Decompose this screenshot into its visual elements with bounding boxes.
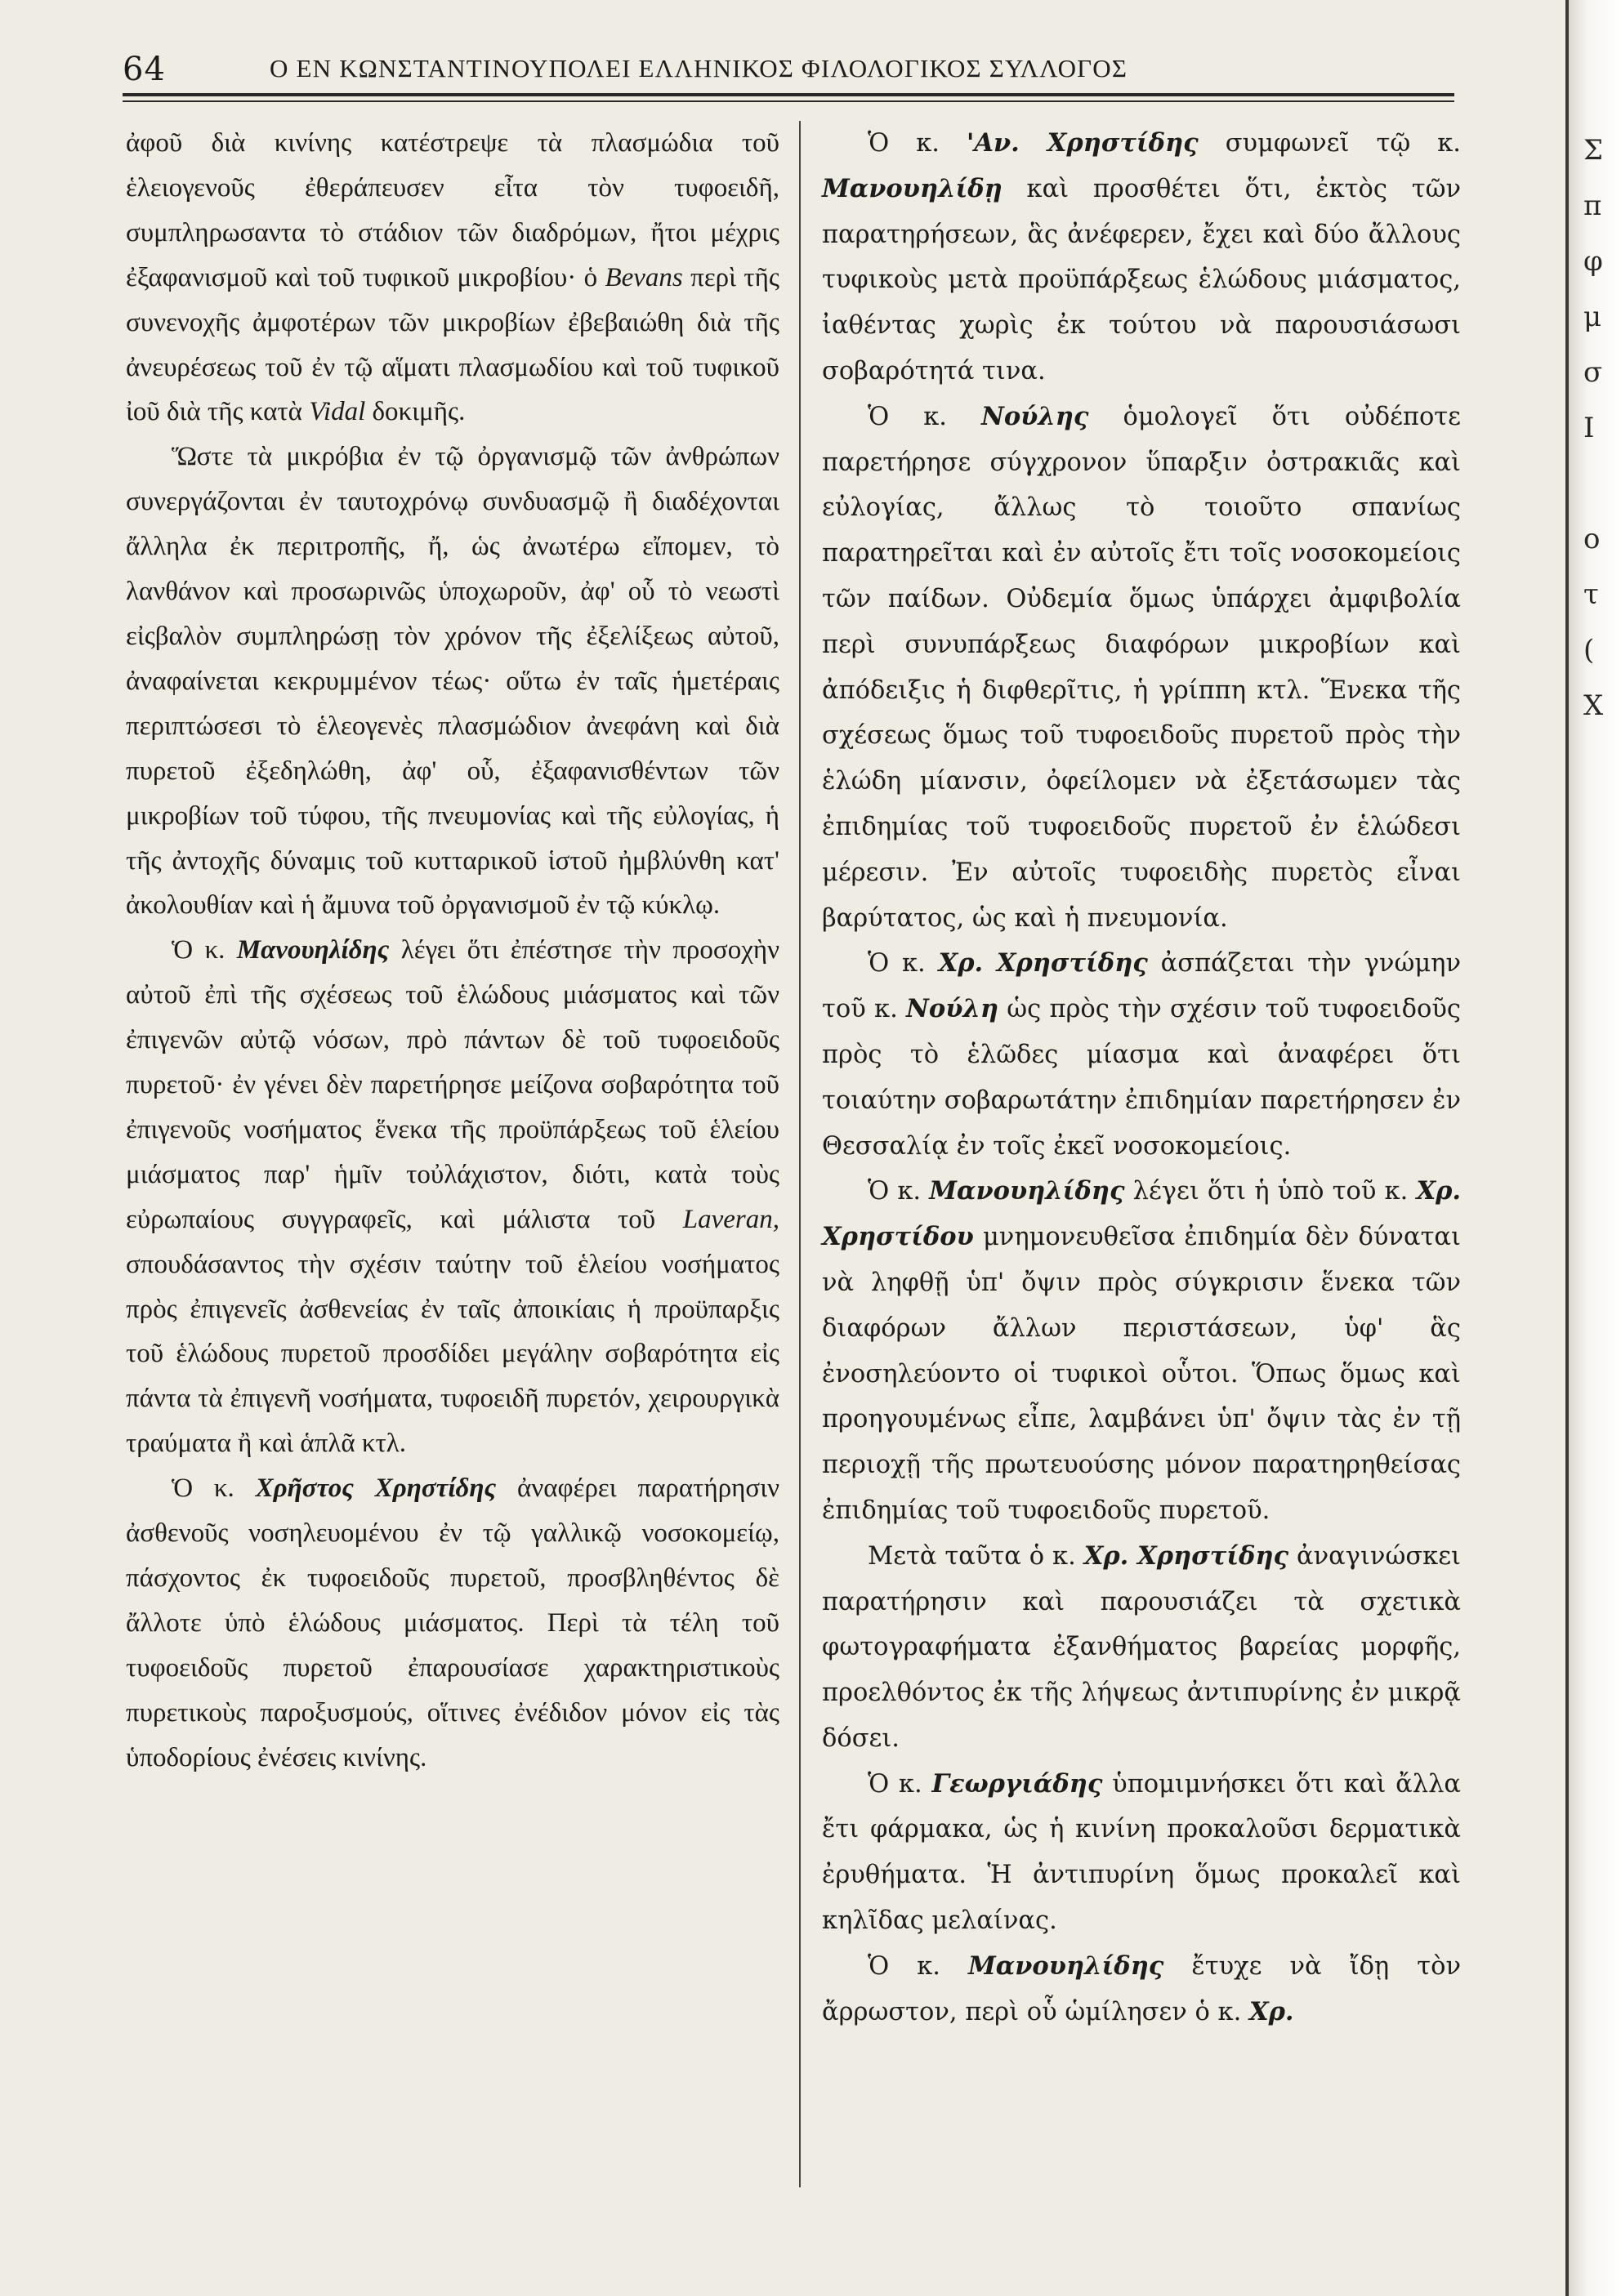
author-name: Laveran, (682, 1204, 780, 1234)
speaker-name: Χρ. (1248, 1996, 1294, 2026)
facing-page-fragment (1583, 456, 1621, 511)
paragraph: Ὁ κ. 'Αν. Χρηστίδης συμφωνεῖ τῷ κ. Μανουηλίδῃ καὶ προσθέτει ὅτι, ἐκτὸς τῶν παρατηρήσεων, ἃς ἀνέφερεν, ἔχει καὶ δύο ἄλλους τυφικοὺς μετὰ προϋπάρξεως ἑλώδους μιάσματος, ἰαθέντας χωρὶς ἐκ τούτου νὰ παρουσιάσωσι σοβαρότητά τινα. (822, 128, 1461, 386)
paragraph: Ὁ κ. Μανουηλίδης λέγει ὅτι ἐπέστησε τὴν προσοχὴν αὐτοῦ ἐπὶ τῆς σχέσεως τοῦ ἑλώδους μιάσματος καὶ τῶν ἐπιγενῶν αὐτῷ νόσων, πρὸ πάντων δὲ τοῦ τυφοειδοῦς πυρετοῦ· ἐν γένει δὲν παρετήρησε μείζονα σοβαρότητα τοῦ ἐπιγενοῦς νοσήματος ἕνεκα τῆς προϋπάρξεως τοῦ ἑλείου μιάσματος παρ' ἡμῖν τοὐλάχιστον, διότι, κατὰ τοὺς εὐρωπαίους συγγραφεῖς, καὶ μάλιστα τοῦ Laveran, σπουδάσαντος τὴν σχέσιν ταύτην τοῦ ἑλείου νοσήματος πρὸς ἐπιγενεῖς ἀσθενείας ἐν ταῖς ἀποικίαις ἡ προϋπαρξις τοῦ ἑλώδους πυρετοῦ προσδίδει μεγάλην σοβαρότητα εἰς πάντα τὰ ἐπιγενῆ νοσήματα, τυφοειδῆ πυρετόν, χειρουργικὰ τραύματα ἢ καὶ ἁπλᾶ κτλ. (126, 935, 780, 1459)
paragraph: Ὁ κ. Νούλης ὁμολογεῖ ὅτι οὐδέποτε παρετήρησε σύγχρονον ὕπαρξιν ὀστρακιᾶς καὶ εὐλογίας, ἄλλως τὸ τοιοῦτο σπανίως παρατηρεῖται καὶ ἐν αὐτοῖς ἔτι τοῖς νοσοκομείοις τῶν παίδων. Οὐδεμία ὅμως ὑπάρχει ἀμφιβολία περὶ συνυπάρξεως διαφόρων μικροβίων καὶ ἀπόδειξις ἡ διφθερῖτις, ἡ γρίππη κτλ. Ἕνεκα τῆς σχέσεως ὅμως τοῦ τυφοειδοῦς πυρετοῦ πρὸς τὴν ἑλώδη μίανσιν, ὀφείλομεν νὰ ἐξετάσωμεν τὰς ἐπιδημίας τοῦ τυφοειδοῦς πυρετοῦ ἐν ἑλώδεσι μέρεσιν. Ἐν αὐτοῖς τυφοειδὴς πυρετὸς εἶναι βαρύτατος, ὡς καὶ ἡ πνευμονία. (822, 401, 1461, 933)
header-rule-thin (123, 100, 1454, 102)
speaker-name: Χρ. Χρηστίδου (822, 1176, 1462, 1252)
facing-page-fragment: π (1583, 189, 1602, 222)
facing-page-fragment: ο (1583, 523, 1601, 555)
speaker-name: Μανουηλίδης (968, 1950, 1164, 1981)
paragraph: Ὁ κ. Μανουηλίδης ἔτυχε νὰ ἴδῃ τὸν ἄρρωστον, περὶ οὗ ὡμίλησεν ὁ κ. Χρ. (822, 1950, 1462, 2026)
speaker-name: Γεωργιάδης (931, 1768, 1103, 1799)
speaker-name: Χρ. Χρηστίδης (938, 948, 1148, 979)
facing-page-fragment: ( (1583, 634, 1595, 667)
facing-page-fragment: φ (1583, 245, 1603, 278)
facing-page-fragment: Ι (1583, 412, 1595, 444)
running-head: Ο ΕΝ ΚΩΝΣΤΑΝΤΙΝΟΥΠΟΛΕΙ ΕΛΛΗΝΙΚΟΣ ΦΙΛΟΛΟΓΙΚΟΣ ΣΥΛΛΟΓΟΣ (270, 54, 1128, 82)
paragraph: Ὁ κ. Χρῆστος Χρηστίδης ἀναφέρει παρατήρησιν ἀσθενοῦς νοσηλευομένου ἐν τῷ γαλλικῷ νοσοκομείῳ, πάσχοντος ἐκ τυφοειδοῦς πυρετοῦ, προσβληθέντος δὲ ἄλλοτε ὑπὸ ἑλώδους μιάσματος. Περὶ τὰ τέλη τοῦ τυφοειδοῦς πυρετοῦ ἐπαρουσίασε χαρακτηριστικοὺς πυρετικοὺς παροξυσμούς, οἵτινες ἐνέδιδον μόνον εἰς τὰς ὑποδορίους ἐνέσεις κινίνης. (126, 1473, 780, 1772)
paragraph: Ὁ κ. Μανουηλίδης λέγει ὅτι ἡ ὑπὸ τοῦ κ. Χρ. Χρηστίδου μνημονευθεῖσα ἐπιδημία δὲν δύναται νὰ ληφθῇ ὑπ' ὄψιν πρὸς σύγκρισιν ἕνεκα τῶν διαφόρων ἄλλων περιστάσεων, ὑφ' ἃς ἐνοσηλεύοντο οἱ τυφικοὶ οὗτοι. Ὅπως ὅμως καὶ προηγουμένως εἶπε, λαμβάνει ὑπ' ὄψιν τὰς ἐν τῇ περιοχῇ τῆς πρωτευούσης μόνον παρατηρηθείσας ἐπιδημίας τοῦ τυφοειδοῦς πυρετοῦ. (822, 1176, 1462, 1525)
page-number: 64 (123, 51, 166, 88)
facing-page-fragment: τ (1583, 578, 1599, 611)
header-rule-thick (123, 93, 1454, 96)
right-column (822, 121, 1461, 2035)
page-edge (1565, 0, 1569, 2296)
speaker-name: Νούλης (980, 401, 1089, 431)
speaker-name: Νούλη (906, 994, 998, 1024)
facing-page-fragment: μ (1583, 301, 1602, 333)
speaker-name: Χρ. Χρηστίδης (1083, 1540, 1289, 1571)
author-name: Vidal (309, 397, 366, 427)
paragraph: Ὁ κ. Γεωργιάδης ὑπομιμνήσκει ὅτι καὶ ἄλλα ἔτι φάρμακα, ὡς ἡ κινίνη προκαλοῦσι δερματικὰ ἐρυθήματα. Ἡ ἀντιπυρίνη ὅμως προκαλεῖ καὶ κηλῖδας μελαίνας. (822, 1768, 1462, 1936)
speaker-name: Μανουηλίδης (929, 1176, 1125, 1206)
paragraph: Ὁ κ. Χρ. Χρηστίδης ἀσπάζεται τὴν γνώμην τοῦ κ. Νούλη ὡς πρὸς τὴν σχέσιν τοῦ τυφοειδοῦς πρὸς τὸ ἑλῶδες μίασμα καὶ ἀναφέρει ὅτι τοιαύτην σοβαρωτάτην ἐπιδημίαν παρετήρησεν ἐν Θεσσαλίᾳ ἐν τοῖς ἐκεῖ νοσοκομείοις. (822, 948, 1461, 1161)
speaker-name: Χρῆστος Χρηστίδης (255, 1473, 497, 1504)
page-header (123, 47, 1454, 96)
left-column (126, 121, 779, 1781)
speaker-name: Μανουηλίδης (236, 935, 390, 965)
paragraph: Μετὰ ταῦτα ὁ κ. Χρ. Χρηστίδης ἀναγινώσκει παρατήρησιν καὶ παρουσιάζει τὰ σχετικὰ φωτογραφήματα ἐξανθήματος βαρείας μορφῆς, προελθόντος ἐκ τῆς λήψεως ἀντιπυρίνης ἐν μικρᾷ δόσει. (822, 1540, 1461, 1753)
facing-page-fragments (1583, 123, 1621, 939)
facing-page-fragment: Χ (1583, 689, 1604, 722)
column-divider (799, 121, 801, 2187)
speaker-name: Μανουηλίδῃ (822, 173, 1003, 203)
facing-page-fragment: Σ (1583, 134, 1604, 167)
speaker-name: 'Αν. Χρηστίδης (967, 128, 1199, 158)
paragraph: Ὥστε τὰ μικρόβια ἐν τῷ ὀργανισμῷ τῶν ἀνθρώπων συνεργάζονται ἐν ταυτοχρόνῳ συνδυασμῷ ἢ διαδέχονται ἄλληλα ἐκ περιτροπῆς, ἤ, ὡς ἀνωτέρω εἴπομεν, τὸ λανθάνον καὶ προσωρινῶς ὑποχωροῦν, ἀφ' οὗ τὸ νεωστὶ εἰςβαλὸν συμπληρώσῃ τὸν χρόνον τῆς ἐξελίξεως αὐτοῦ, ἀναφαίνεται κεκρυμμένον τέως· οὕτω ἐν ταῖς ἡμετέραις περιπτώσεσι τὸ ἑλεογενὲς πλασμώδιον ἀνεφάνη καὶ διὰ πυρετοῦ ἐξεδηλώθη, ἀφ' οὗ, ἐξαφανισθέντων τῶν μικροβίων τοῦ τύφου, τῆς πνευμονίας καὶ τῆς εὐλογίας, ἡ τῆς ἀντοχῆς δύναμις τοῦ κυτταρικοῦ ἱστοῦ ἠμβλύνθη κατ' ἀκολουθίαν καὶ ἡ ἄμυνα τοῦ ὀργανισμοῦ ἐν τῷ κύκλῳ. (126, 442, 779, 921)
facing-page-fragment: σ (1583, 356, 1603, 389)
paragraph: ἀφοῦ διὰ κινίνης κατέστρεψε τὰ πλασμώδια τοῦ ἑλειογενοῦς ἐθεράπευσεν εἶτα τὸν τυφοειδῆ, συμπληρωσαντα τὸ στάδιον τῶν διαδρόμων, ἤτοι μέχρις ἐξαφανισμοῦ καὶ τοῦ τυφικοῦ μικροβίου· ὁ Bevans περὶ τῆς συνενοχῆς ἀμφοτέρων τῶν μικροβίων ἐβεβαιώθη διὰ τῆς ἀνευρέσεως τοῦ ἐν τῷ αἵματι πλασμωδίου καὶ τοῦ τυφικοῦ ἰοῦ διὰ τῆς κατὰ Vidal δοκιμῆς. (126, 128, 779, 427)
author-name: Bevans (605, 262, 683, 292)
